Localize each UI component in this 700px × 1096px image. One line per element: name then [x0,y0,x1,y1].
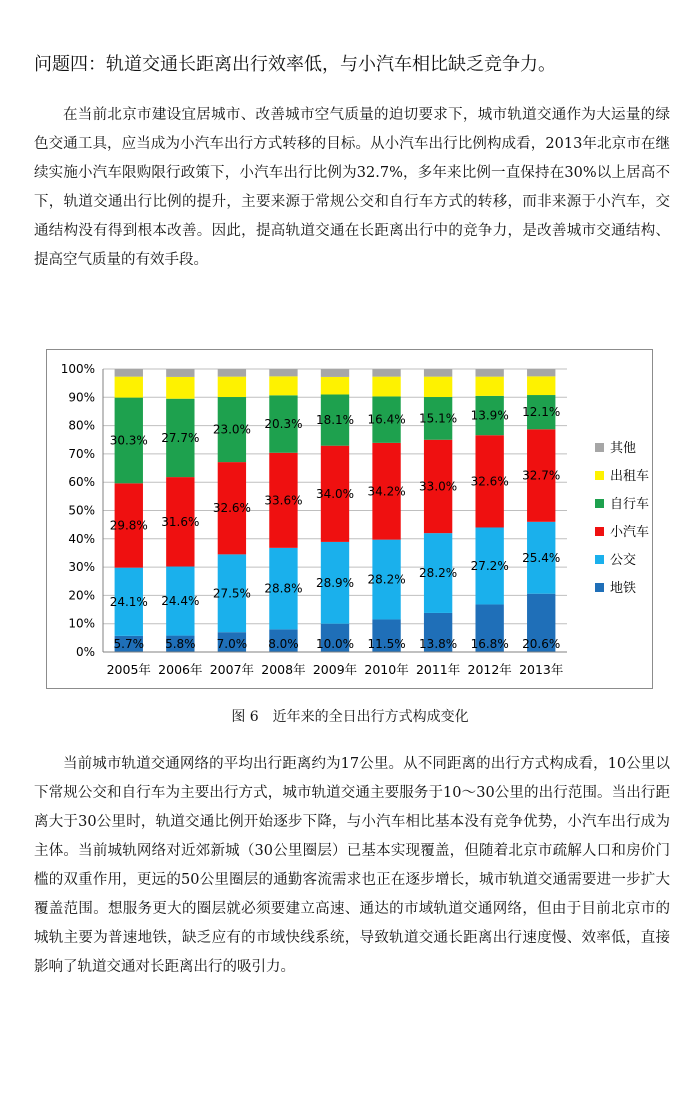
data-label: 28.2% [367,572,406,587]
data-label: 28.9% [315,575,355,590]
bar-segment [166,369,194,377]
data-label: 13.9% [470,408,509,423]
data-label: 24.4% [161,594,200,609]
data-label: 25.4% [522,550,561,565]
data-label: 13.8% [419,637,458,651]
data-label: 32.7% [522,468,561,483]
data-label: 20.3% [264,417,303,432]
data-label: 16.4% [367,412,406,427]
data-label: 28.8% [264,581,303,596]
data-label: 8.0% [268,637,299,651]
data-label: 24.1% [109,594,148,609]
data-label: 29.8% [109,518,148,533]
data-label: 32.6% [212,501,251,516]
data-label: 18.1% [315,413,355,428]
y-tick-label: 100% [60,362,95,376]
data-label: 28.2% [419,566,458,581]
bar-segment [424,369,452,377]
data-label: 5.8% [165,637,196,651]
bar-segment [475,377,503,396]
legend-label: 自行车 [610,497,650,512]
data-label: 31.6% [161,514,200,529]
bar-segment [527,376,555,395]
bar-segment [424,377,452,397]
data-label: 33.0% [419,479,458,494]
x-tick-label: 2013年 [519,662,564,677]
x-tick-label: 2010年 [364,662,409,677]
data-label: 7.0% [216,637,248,651]
travel-mode-chart [47,350,652,688]
data-label: 27.5% [212,586,251,601]
legend-label: 出租车 [610,469,650,484]
data-label: 12.1% [522,405,561,420]
bar-segment [218,377,246,397]
bar-segment [115,369,143,377]
paragraph-1: 在当前北京市建设宜居城市、改善城市空气质量的迫切要求下，城市轨道交通作为大运量的绿色交通工具，应当成为小汽车出行方式转移的目标。从小汽车出行比例构成看，2013年北京市在继续实施小汽车限购限行政策下，小汽车出行比例为32.7%，多年来比例一直保持在30%以上居高不下，轨道交通出行比例的提升，主要来源于常规公交和自行车方式的转移，而非来源于小汽车，交通结构没有得到根本改善。因此，提高轨道交通在长距离出行中的竞争力，是改善城市交通结构、提高空气质量的有效手段。 [34,107,670,268]
bar-segment [321,377,349,395]
data-label: 23.0% [212,422,251,437]
bar-segment [115,377,143,398]
data-label: 27.2% [470,558,509,573]
x-tick-label: 2012年 [467,662,512,677]
bar-segment [269,376,297,395]
legend-swatch [595,527,604,536]
data-label: 11.5% [367,637,406,651]
data-label: 34.0% [315,486,355,501]
bar-segment [372,377,400,397]
data-label: 34.2% [367,484,406,499]
legend-swatch [595,583,604,592]
y-tick-label: 0% [75,645,95,659]
x-tick-label: 2005年 [106,662,151,677]
data-label: 16.8% [470,637,509,651]
y-tick-label: 80% [68,418,95,433]
legend-swatch [595,555,604,564]
bar-segment [527,369,555,376]
data-label: 20.6% [522,637,561,651]
section-heading: 问题四：轨道交通长距离出行效率低，与小汽车相比缺乏竞争力。 [34,54,556,75]
bar-segment [166,377,194,399]
y-tick-label: 10% [68,616,95,631]
data-label: 33.6% [264,493,303,508]
legend-label: 公交 [610,553,637,568]
bar-segment [372,369,400,377]
data-label: 32.6% [470,474,509,489]
bar-segment [218,369,246,377]
y-tick-label: 30% [68,560,95,575]
y-tick-label: 20% [68,588,95,603]
x-tick-label: 2006年 [158,662,203,677]
x-tick-label: 2009年 [312,662,358,677]
legend-swatch [595,499,604,508]
y-tick-label: 40% [68,531,95,546]
y-tick-label: 70% [68,446,95,461]
x-tick-label: 2007年 [209,662,255,677]
legend-swatch [595,443,604,452]
data-label: 30.3% [109,433,148,448]
data-label: 10.0% [315,637,355,651]
legend-swatch [595,471,604,480]
data-label: 5.7% [113,637,145,651]
figure-caption: 图 6 近年来的全日出行方式构成变化 [231,709,469,725]
legend-label: 小汽车 [610,525,650,540]
bar-segment [321,369,349,377]
data-label: 15.1% [419,411,458,426]
bar-segment [475,369,503,377]
y-tick-label: 90% [68,390,95,405]
paragraph-2: 当前城市轨道交通网络的平均出行距离约为17公里。从不同距离的出行方式构成看，10公里以下常规公交和自行车为主要出行方式，城市轨道交通主要服务于10～30公里的出行范围。当出行距离大于30公里时，轨道交通比例开始逐步下降，与小汽车相比基本没有竞争优势，小汽车出行成为主体。当前城轨网络对近郊新城（30公里圈层）已基本实现覆盖，但随着北京市疏解人口和房价门槛的双重作用，更远的50公里圈层的通勤客流需求也正在逐步增长，城市轨道交通需要进一步扩大覆盖范围。想服务更大的圈层就必须要建立高速、通达的市域轨道交通网络，但由于目前北京市的城轨主要为普速地铁，缺乏应有的市域快线系统，导致轨道交通长距离出行速度慢、效率低，直接影响了轨道交通对长距离出行的吸引力。 [34,756,670,975]
legend-label: 其他 [610,441,637,456]
chart-frame [46,349,653,689]
x-tick-label: 2008年 [261,662,306,677]
data-label: 27.7% [161,430,200,445]
y-tick-label: 60% [68,475,95,490]
y-tick-label: 50% [68,503,95,518]
x-tick-label: 2011年 [415,662,461,677]
bar-segment [269,369,297,376]
legend-label: 地铁 [610,581,637,596]
